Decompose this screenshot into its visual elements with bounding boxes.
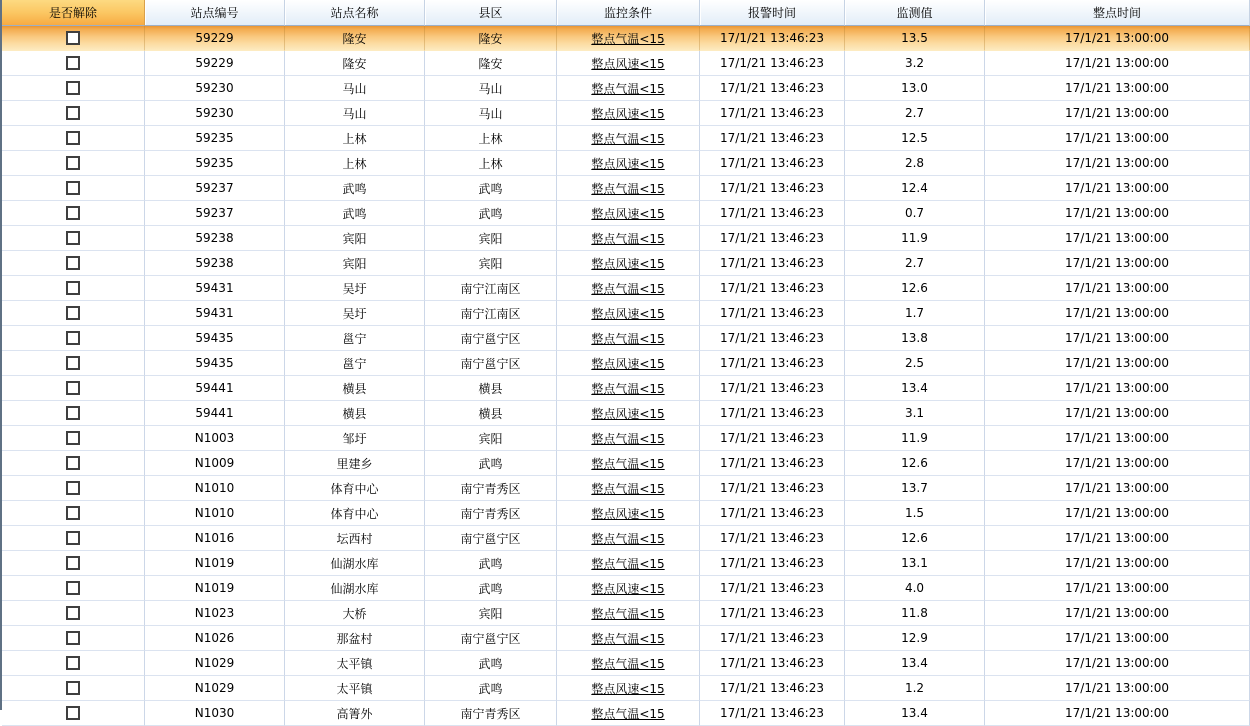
dismiss-checkbox[interactable] <box>66 581 80 595</box>
station-id-cell: N1026 <box>145 626 285 651</box>
alarm-time-cell: 17/1/21 13:46:23 <box>700 526 845 551</box>
station-id-cell: 59238 <box>145 226 285 251</box>
condition-link[interactable]: 整点气温<15 <box>557 276 700 301</box>
hour-time-cell: 17/1/21 13:00:00 <box>985 701 1250 726</box>
table-row[interactable] <box>2 76 1250 101</box>
hour-time-cell: 17/1/21 13:00:00 <box>985 576 1250 601</box>
station-name-cell: 那盆村 <box>285 626 425 651</box>
column-header-condition[interactable] <box>557 0 700 26</box>
condition-link[interactable]: 整点气温<15 <box>557 126 700 151</box>
alarm-time-cell: 17/1/21 13:46:23 <box>700 576 845 601</box>
alarm-time-cell: 17/1/21 13:46:23 <box>700 101 845 126</box>
dismiss-checkbox[interactable] <box>66 681 80 695</box>
county-cell: 南宁江南区 <box>425 301 557 326</box>
station-name-cell: 吴圩 <box>285 301 425 326</box>
dismiss-cell <box>2 176 145 201</box>
station-name-cell: 邕宁 <box>285 351 425 376</box>
monitor-value-cell: 2.5 <box>845 351 985 376</box>
dismiss-checkbox[interactable] <box>66 181 80 195</box>
station-id-cell: N1003 <box>145 426 285 451</box>
monitor-value-cell: 3.2 <box>845 51 985 76</box>
dismiss-checkbox[interactable] <box>66 631 80 645</box>
dismiss-cell <box>2 326 145 351</box>
condition-link[interactable]: 整点气温<15 <box>557 626 700 651</box>
hour-time-cell: 17/1/21 13:00:00 <box>985 76 1250 101</box>
column-header-alarm-time-label: 报警时间 <box>747 6 796 20</box>
hour-time-cell: 17/1/21 13:00:00 <box>985 151 1250 176</box>
column-header-value-label: 监测值 <box>896 6 933 20</box>
column-header-dismiss-label: 是否解除 <box>48 6 97 20</box>
dismiss-checkbox[interactable] <box>66 381 80 395</box>
alarm-time-cell: 17/1/21 13:46:23 <box>700 626 845 651</box>
dismiss-checkbox[interactable] <box>66 331 80 345</box>
station-id-cell: N1023 <box>145 601 285 626</box>
station-id-cell: N1019 <box>145 576 285 601</box>
station-id-cell: 59237 <box>145 176 285 201</box>
monitor-value-cell: 13.4 <box>845 376 985 401</box>
hour-time-cell: 17/1/21 13:00:00 <box>985 351 1250 376</box>
monitor-value-cell: 2.7 <box>845 101 985 126</box>
station-name-cell: 里建乡 <box>285 451 425 476</box>
condition-link[interactable]: 整点气温<15 <box>557 26 700 51</box>
condition-link[interactable]: 整点气温<15 <box>557 526 700 551</box>
condition-link[interactable]: 整点风速<15 <box>557 101 700 126</box>
dismiss-checkbox[interactable] <box>66 81 80 95</box>
table-row[interactable] <box>2 176 1250 201</box>
table-row[interactable] <box>2 426 1250 451</box>
county-cell: 武鸣 <box>425 176 557 201</box>
station-id-cell: N1016 <box>145 526 285 551</box>
monitor-value-cell: 0.7 <box>845 201 985 226</box>
table-row[interactable] <box>2 476 1250 501</box>
condition-link[interactable]: 整点气温<15 <box>557 601 700 626</box>
hour-time-cell: 17/1/21 13:00:00 <box>985 676 1250 701</box>
condition-link[interactable]: 整点气温<15 <box>557 476 700 501</box>
station-name-cell: 马山 <box>285 76 425 101</box>
county-cell: 南宁邕宁区 <box>425 526 557 551</box>
monitor-value-cell: 11.9 <box>845 226 985 251</box>
hour-time-cell: 17/1/21 13:00:00 <box>985 226 1250 251</box>
table-body <box>2 26 1250 726</box>
station-id-cell: 59230 <box>145 101 285 126</box>
hour-time-cell: 17/1/21 13:00:00 <box>985 401 1250 426</box>
column-header-station-id-label: 站点编号 <box>190 6 239 20</box>
station-id-cell: 59230 <box>145 76 285 101</box>
county-cell: 宾阳 <box>425 426 557 451</box>
column-header-county[interactable] <box>425 0 557 26</box>
county-cell: 上林 <box>425 126 557 151</box>
condition-link[interactable]: 整点气温<15 <box>557 76 700 101</box>
condition-link[interactable]: 整点气温<15 <box>557 451 700 476</box>
dismiss-checkbox[interactable] <box>66 56 80 70</box>
condition-link[interactable]: 整点气温<15 <box>557 551 700 576</box>
dismiss-checkbox[interactable] <box>66 556 80 570</box>
table-row[interactable] <box>2 151 1250 176</box>
alarm-time-cell: 17/1/21 13:46:23 <box>700 301 845 326</box>
station-id-cell: 59435 <box>145 351 285 376</box>
monitor-value-cell: 11.9 <box>845 426 985 451</box>
table-row[interactable] <box>2 651 1250 676</box>
monitor-value-cell: 13.5 <box>845 26 985 51</box>
table-row[interactable] <box>2 576 1250 601</box>
hour-time-cell: 17/1/21 13:00:00 <box>985 276 1250 301</box>
monitor-value-cell: 4.0 <box>845 576 985 601</box>
column-header-hour-time[interactable] <box>985 0 1250 26</box>
station-id-cell: 59229 <box>145 51 285 76</box>
alarm-time-cell: 17/1/21 13:46:23 <box>700 401 845 426</box>
column-header-condition-label: 监控条件 <box>603 6 652 20</box>
hour-time-cell: 17/1/21 13:00:00 <box>985 626 1250 651</box>
station-name-cell: 仙湖水库 <box>285 551 425 576</box>
table-row[interactable] <box>2 26 1250 51</box>
hour-time-cell: 17/1/21 13:00:00 <box>985 26 1250 51</box>
table-row[interactable] <box>2 101 1250 126</box>
dismiss-cell <box>2 251 145 276</box>
hour-time-cell: 17/1/21 13:00:00 <box>985 326 1250 351</box>
dismiss-checkbox[interactable] <box>66 481 80 495</box>
county-cell: 南宁邕宁区 <box>425 326 557 351</box>
station-id-cell: 59441 <box>145 376 285 401</box>
county-cell: 马山 <box>425 76 557 101</box>
dismiss-cell <box>2 151 145 176</box>
alarm-time-cell: 17/1/21 13:46:23 <box>700 76 845 101</box>
station-name-cell: 邕宁 <box>285 326 425 351</box>
hour-time-cell: 17/1/21 13:00:00 <box>985 51 1250 76</box>
table-row[interactable] <box>2 226 1250 251</box>
hour-time-cell: 17/1/21 13:00:00 <box>985 376 1250 401</box>
condition-link[interactable]: 整点气温<15 <box>557 651 700 676</box>
condition-link[interactable]: 整点风速<15 <box>557 151 700 176</box>
station-id-cell: 59431 <box>145 301 285 326</box>
county-cell: 南宁青秀区 <box>425 501 557 526</box>
station-name-cell: 隆安 <box>285 51 425 76</box>
county-cell: 宾阳 <box>425 251 557 276</box>
monitor-value-cell: 13.8 <box>845 326 985 351</box>
table-row[interactable] <box>2 201 1250 226</box>
table-row[interactable] <box>2 501 1250 526</box>
alarm-time-cell: 17/1/21 13:46:23 <box>700 151 845 176</box>
dismiss-cell <box>2 201 145 226</box>
alarm-time-cell: 17/1/21 13:46:23 <box>700 601 845 626</box>
dismiss-checkbox[interactable] <box>66 456 80 470</box>
station-name-cell: 邹圩 <box>285 426 425 451</box>
dismiss-cell <box>2 351 145 376</box>
station-id-cell: N1029 <box>145 651 285 676</box>
county-cell: 宾阳 <box>425 601 557 626</box>
monitor-value-cell: 13.1 <box>845 551 985 576</box>
condition-link[interactable]: 整点风速<15 <box>557 201 700 226</box>
station-id-cell: 59237 <box>145 201 285 226</box>
county-cell: 南宁江南区 <box>425 276 557 301</box>
alarm-time-cell: 17/1/21 13:46:23 <box>700 476 845 501</box>
station-id-cell: N1010 <box>145 476 285 501</box>
table-row[interactable] <box>2 526 1250 551</box>
county-cell: 横县 <box>425 376 557 401</box>
station-id-cell: 59235 <box>145 126 285 151</box>
dismiss-cell <box>2 376 145 401</box>
hour-time-cell: 17/1/21 13:00:00 <box>985 251 1250 276</box>
hour-time-cell: 17/1/21 13:00:00 <box>985 501 1250 526</box>
alarm-time-cell: 17/1/21 13:46:23 <box>700 201 845 226</box>
county-cell: 武鸣 <box>425 451 557 476</box>
station-name-cell: 太平镇 <box>285 651 425 676</box>
table-header-row <box>2 0 1250 26</box>
dismiss-cell <box>2 276 145 301</box>
dismiss-cell <box>2 651 145 676</box>
monitor-value-cell: 12.4 <box>845 176 985 201</box>
dismiss-checkbox[interactable] <box>66 431 80 445</box>
table-row[interactable] <box>2 276 1250 301</box>
monitor-value-cell: 12.6 <box>845 276 985 301</box>
monitor-value-cell: 2.8 <box>845 151 985 176</box>
hour-time-cell: 17/1/21 13:00:00 <box>985 201 1250 226</box>
column-header-dismiss[interactable] <box>2 0 145 26</box>
dismiss-cell <box>2 76 145 101</box>
alarm-time-cell: 17/1/21 13:46:23 <box>700 226 845 251</box>
dismiss-cell <box>2 476 145 501</box>
county-cell: 南宁青秀区 <box>425 701 557 726</box>
station-name-cell: 太平镇 <box>285 676 425 701</box>
dismiss-cell <box>2 626 145 651</box>
dismiss-checkbox[interactable] <box>66 256 80 270</box>
dismiss-cell <box>2 126 145 151</box>
alarm-time-cell: 17/1/21 13:46:23 <box>700 676 845 701</box>
alarm-time-cell: 17/1/21 13:46:23 <box>700 326 845 351</box>
station-name-cell: 横县 <box>285 401 425 426</box>
condition-link[interactable]: 整点风速<15 <box>557 301 700 326</box>
dismiss-checkbox[interactable] <box>66 306 80 320</box>
alarm-time-cell: 17/1/21 13:46:23 <box>700 351 845 376</box>
condition-link[interactable]: 整点气温<15 <box>557 326 700 351</box>
column-header-county-label: 县区 <box>478 6 503 20</box>
station-id-cell: 59229 <box>145 26 285 51</box>
monitor-value-cell: 13.4 <box>845 651 985 676</box>
hour-time-cell: 17/1/21 13:00:00 <box>985 101 1250 126</box>
alarm-time-cell: 17/1/21 13:46:23 <box>700 51 845 76</box>
monitor-value-cell: 12.6 <box>845 451 985 476</box>
dismiss-cell <box>2 26 145 51</box>
dismiss-cell <box>2 601 145 626</box>
hour-time-cell: 17/1/21 13:00:00 <box>985 601 1250 626</box>
station-name-cell: 宾阳 <box>285 251 425 276</box>
dismiss-checkbox[interactable] <box>66 506 80 520</box>
hour-time-cell: 17/1/21 13:00:00 <box>985 551 1250 576</box>
station-name-cell: 吴圩 <box>285 276 425 301</box>
dismiss-cell <box>2 51 145 76</box>
dismiss-cell <box>2 676 145 701</box>
county-cell: 上林 <box>425 151 557 176</box>
dismiss-checkbox[interactable] <box>66 656 80 670</box>
table-row[interactable] <box>2 401 1250 426</box>
station-name-cell: 武鸣 <box>285 176 425 201</box>
monitor-value-cell: 1.2 <box>845 676 985 701</box>
dismiss-checkbox[interactable] <box>66 606 80 620</box>
table-row[interactable] <box>2 51 1250 76</box>
station-name-cell: 仙湖水库 <box>285 576 425 601</box>
condition-link[interactable]: 整点气温<15 <box>557 376 700 401</box>
condition-link[interactable]: 整点气温<15 <box>557 176 700 201</box>
alarm-time-cell: 17/1/21 13:46:23 <box>700 551 845 576</box>
station-id-cell: 59435 <box>145 326 285 351</box>
condition-link[interactable]: 整点风速<15 <box>557 401 700 426</box>
county-cell: 武鸣 <box>425 201 557 226</box>
column-header-station-name[interactable] <box>285 0 425 26</box>
dismiss-checkbox[interactable] <box>66 131 80 145</box>
county-cell: 南宁邕宁区 <box>425 626 557 651</box>
monitor-value-cell: 12.9 <box>845 626 985 651</box>
station-name-cell: 大桥 <box>285 601 425 626</box>
condition-link[interactable]: 整点风速<15 <box>557 51 700 76</box>
county-cell: 隆安 <box>425 51 557 76</box>
station-id-cell: N1010 <box>145 501 285 526</box>
table-row[interactable] <box>2 451 1250 476</box>
condition-link[interactable]: 整点风速<15 <box>557 501 700 526</box>
dismiss-checkbox[interactable] <box>66 356 80 370</box>
alarm-time-cell: 17/1/21 13:46:23 <box>700 376 845 401</box>
monitor-value-cell: 2.7 <box>845 251 985 276</box>
hour-time-cell: 17/1/21 13:00:00 <box>985 426 1250 451</box>
alarm-time-cell: 17/1/21 13:46:23 <box>700 426 845 451</box>
station-name-cell: 体育中心 <box>285 476 425 501</box>
condition-link[interactable]: 整点风速<15 <box>557 251 700 276</box>
county-cell: 马山 <box>425 101 557 126</box>
hour-time-cell: 17/1/21 13:00:00 <box>985 126 1250 151</box>
table-row[interactable] <box>2 701 1250 726</box>
station-name-cell: 马山 <box>285 101 425 126</box>
column-header-hour-time-label: 整点时间 <box>1092 6 1141 20</box>
station-id-cell: N1030 <box>145 701 285 726</box>
dismiss-checkbox[interactable] <box>66 531 80 545</box>
station-id-cell: 59431 <box>145 276 285 301</box>
station-id-cell: 59441 <box>145 401 285 426</box>
column-header-value[interactable] <box>845 0 985 26</box>
dismiss-cell <box>2 451 145 476</box>
alarm-time-cell: 17/1/21 13:46:23 <box>700 251 845 276</box>
county-cell: 宾阳 <box>425 226 557 251</box>
alarm-time-cell: 17/1/21 13:46:23 <box>700 451 845 476</box>
dismiss-cell <box>2 501 145 526</box>
table-row[interactable] <box>2 601 1250 626</box>
station-name-cell: 横县 <box>285 376 425 401</box>
station-name-cell: 宾阳 <box>285 226 425 251</box>
monitor-value-cell: 3.1 <box>845 401 985 426</box>
hour-time-cell: 17/1/21 13:00:00 <box>985 451 1250 476</box>
alarm-time-cell: 17/1/21 13:46:23 <box>700 501 845 526</box>
county-cell: 横县 <box>425 401 557 426</box>
dismiss-checkbox[interactable] <box>66 106 80 120</box>
table-row[interactable] <box>2 301 1250 326</box>
hour-time-cell: 17/1/21 13:00:00 <box>985 526 1250 551</box>
monitor-value-cell: 12.6 <box>845 526 985 551</box>
station-name-cell: 坛西村 <box>285 526 425 551</box>
dismiss-cell <box>2 426 145 451</box>
monitor-value-cell: 11.8 <box>845 601 985 626</box>
dismiss-cell <box>2 576 145 601</box>
table-row[interactable] <box>2 351 1250 376</box>
alarm-time-cell: 17/1/21 13:46:23 <box>700 26 845 51</box>
condition-link[interactable]: 整点风速<15 <box>557 576 700 601</box>
county-cell: 武鸣 <box>425 551 557 576</box>
county-cell: 武鸣 <box>425 676 557 701</box>
station-name-cell: 体育中心 <box>285 501 425 526</box>
dismiss-checkbox[interactable] <box>66 231 80 245</box>
station-name-cell: 隆安 <box>285 26 425 51</box>
station-name-cell: 上林 <box>285 151 425 176</box>
alarm-time-cell: 17/1/21 13:46:23 <box>700 701 845 726</box>
county-cell: 南宁邕宁区 <box>425 351 557 376</box>
station-id-cell: N1029 <box>145 676 285 701</box>
county-cell: 武鸣 <box>425 576 557 601</box>
dismiss-checkbox[interactable] <box>66 206 80 220</box>
dismiss-checkbox[interactable] <box>66 156 80 170</box>
table-row[interactable] <box>2 676 1250 701</box>
monitor-value-cell: 13.4 <box>845 701 985 726</box>
condition-link[interactable]: 整点气温<15 <box>557 701 700 726</box>
hour-time-cell: 17/1/21 13:00:00 <box>985 476 1250 501</box>
monitor-value-cell: 13.0 <box>845 76 985 101</box>
alarm-time-cell: 17/1/21 13:46:23 <box>700 176 845 201</box>
hour-time-cell: 17/1/21 13:00:00 <box>985 176 1250 201</box>
alarm-time-cell: 17/1/21 13:46:23 <box>700 276 845 301</box>
hour-time-cell: 17/1/21 13:00:00 <box>985 651 1250 676</box>
monitor-value-cell: 1.5 <box>845 501 985 526</box>
dismiss-cell <box>2 101 145 126</box>
station-id-cell: 59238 <box>145 251 285 276</box>
table-row[interactable] <box>2 326 1250 351</box>
station-id-cell: 59235 <box>145 151 285 176</box>
dismiss-cell <box>2 701 145 726</box>
dismiss-checkbox[interactable] <box>66 31 80 45</box>
county-cell: 南宁青秀区 <box>425 476 557 501</box>
table-row[interactable] <box>2 551 1250 576</box>
table-row[interactable] <box>2 126 1250 151</box>
table-row[interactable] <box>2 251 1250 276</box>
dismiss-checkbox[interactable] <box>66 706 80 720</box>
station-name-cell: 上林 <box>285 126 425 151</box>
station-name-cell: 高箐外 <box>285 701 425 726</box>
dismiss-cell <box>2 551 145 576</box>
dismiss-cell <box>2 301 145 326</box>
dismiss-cell <box>2 401 145 426</box>
hour-time-cell: 17/1/21 13:00:00 <box>985 301 1250 326</box>
monitor-value-cell: 1.7 <box>845 301 985 326</box>
dismiss-cell <box>2 226 145 251</box>
alarm-time-cell: 17/1/21 13:46:23 <box>700 651 845 676</box>
monitor-value-cell: 12.5 <box>845 126 985 151</box>
condition-link[interactable]: 整点风速<15 <box>557 676 700 701</box>
table-row[interactable] <box>2 626 1250 651</box>
table-row[interactable] <box>2 376 1250 401</box>
condition-link[interactable]: 整点气温<15 <box>557 426 700 451</box>
monitor-value-cell: 13.7 <box>845 476 985 501</box>
column-header-station-id[interactable] <box>145 0 285 26</box>
station-name-cell: 武鸣 <box>285 201 425 226</box>
dismiss-checkbox[interactable] <box>66 406 80 420</box>
dismiss-checkbox[interactable] <box>66 281 80 295</box>
station-id-cell: N1019 <box>145 551 285 576</box>
county-cell: 隆安 <box>425 26 557 51</box>
column-header-station-name-label: 站点名称 <box>330 6 379 20</box>
alarm-time-cell: 17/1/21 13:46:23 <box>700 126 845 151</box>
condition-link[interactable]: 整点风速<15 <box>557 351 700 376</box>
dismiss-cell <box>2 526 145 551</box>
column-header-alarm-time[interactable] <box>700 0 845 26</box>
condition-link[interactable]: 整点气温<15 <box>557 226 700 251</box>
station-id-cell: N1009 <box>145 451 285 476</box>
county-cell: 武鸣 <box>425 651 557 676</box>
